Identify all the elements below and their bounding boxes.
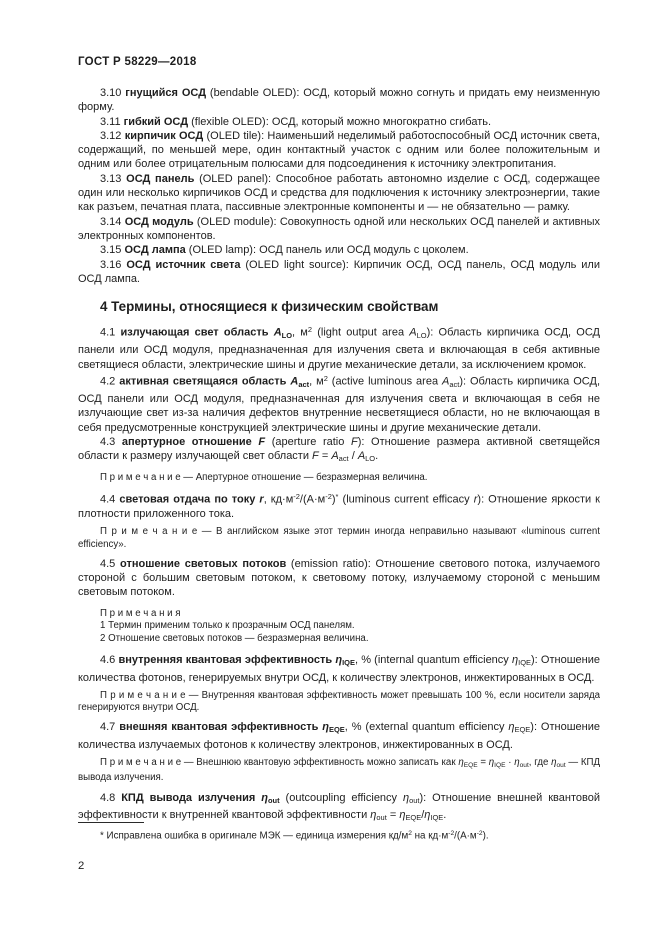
term-3-10: 3.10 гнущийся ОСД (bendable OLED): ОСД, который можно согнуть и придать ему неизменную форму. [78, 87, 600, 114]
note-4-6: П р и м е ч а н и е — Внутренняя квантовая эффективность может превышать 100 %, если носители заряда генерируются внутри ОСД. [78, 689, 600, 714]
term-3-16: 3.16 ОСД источник света (OLED light source): Кирпичик ОСД, ОСД панель, ОСД модуль или ОСД лампа. [78, 258, 600, 285]
term-3-12: 3.12 кирпичик ОСД (OLED tile): Наименьший неделимый работоспособный ОСД источник света, содержащий, по меньшей мере, один контактный участок с одним или более положительным и одним или более отрицательным полюсами для подсоединения к источнику электропитания. [78, 129, 600, 171]
term-4-8: 4.8 КПД вывода излучения $\eta_{out}$ (outcoupling efficiency $\eta_{out}$): Отношение внешней квантовой эффективности к внутренней квантовой эффективности $\eta_{out} = \eta_{EQE}/\eta_{IQE}$. [78, 791, 600, 823]
term-4-5: 4.5 отношение световых потоков (emission ratio): Отношение светового потока, излучаемого стороной с большим световым потоком, к световому потоку, излучаемому стороной с меньшим световым потоком. [78, 557, 600, 599]
note-4-7: П р и м е ч а н и е — Внешнюю квантовую эффективность можно записать как $\eta_{EQE} = \eta_{IQE} \cdot \eta_{out}$, где $\eta_{out}$ — КПД вывода излучения. [78, 757, 600, 784]
term-3-11: 3.11 гибкий ОСД (flexible OLED): ОСД, который можно многократно сгибать. [100, 115, 492, 128]
term-3-14: 3.14 ОСД модуль (OLED module): Совокупность одной или нескольких ОСД панелей и активных электронных компонентов. [78, 215, 600, 242]
term-3-15: 3.15 ОСД лампа (OLED lamp): ОСД панель или ОСД модуль с цоколем. [100, 244, 469, 257]
footnote-area [78, 822, 600, 843]
standard-designation-header: ГОСТ Р 58229—2018 [78, 56, 197, 68]
footnote-rule [78, 822, 144, 823]
footnote-text: * Исправлена ошибка в оригинале МЭК — единица измерения $кд/м^2$ на $кд\cdot м^{-2}/(А\cdot м^{-2})$. [100, 830, 489, 842]
term-4-4: 4.4 световая отдача по току r, $кд\cdot м^{-2}/(А\cdot м^{-2})^*$ (luminous current efficacy r): Отношение яркости к плотности приложенного тока. [78, 491, 600, 520]
note-4-4: П р и м е ч а н и е — В английском языке этот термин иногда неправильно называют «luminous current efficiency». [78, 526, 600, 550]
document-body [78, 86, 600, 824]
section-4-heading: 4 Термины, относящиеся к физическим свойствам [100, 299, 439, 315]
term-4-2: 4.2 активная светящаяся область $A_{act}$, $м^2$ (active luminous area $A_{act}$): Область кирпичика ОСД, ОСД панели или ОСД модуля, предназначенная для излучения света и включающая в себя не излучающие свет из-за наличия дефектов внутренние несветящиеся области, но не включающая в себя предусмотренные конструкцией электрические шины и другие механические детали. [78, 373, 600, 434]
notes-4-5-title: П р и м е ч а н и я [100, 607, 181, 619]
term-3-13: 3.13 ОСД панель (OLED panel): Способное работать автономно изделие с ОСД, содержащее один или несколько кирпичиков ОСД и средства для подключения к источнику электроэнергии, такие как разъем, печатная плата, пассивные электронные компоненты и — не обязательно — рамку. [78, 172, 600, 214]
notes-4-5-item-1: 1 Термин применим только к прозрачным ОСД панелям. [100, 619, 355, 631]
notes-4-5-item-2: 2 Отношение световых потоков — безразмерная величина. [100, 632, 369, 644]
note-4-3: П р и м е ч а н и е — Апертурное отношение — безразмерная величина. [100, 471, 428, 483]
term-4-3: 4.3 апертурное отношение F (aperture ratio F): Отношение размера активной светящейся области к размеру излучающей свет области $F = A_{act} / A_{LO}$. [78, 435, 600, 464]
term-4-1: 4.1 излучающая свет область $A_{LO}$, $м^2$ (light output area $A_{LO}$): Область кирпичика ОСД, ОСД панели или ОСД модуля, предназначенная для излучения света и включающая в себя активные светящиеся области, электрические шины и другие механические детали, за исключением кромок. [78, 325, 600, 371]
term-4-6: 4.6 внутренняя квантовая эффективность $\eta_{IQE}$, % (internal quantum efficiency $\eta_{IQE}$): Отношение количества фотонов, генерируемых внутри ОСД, к количеству электронов, инжектированных в ОСД. [78, 654, 600, 684]
page-number: 2 [78, 860, 85, 872]
term-4-7: 4.7 внешняя квантовая эффективность $\eta_{EQE}$, % (external quantum efficiency $\eta_{EQE}$): Отношение количества излучаемых фотонов к количеству электронов, инжектированных в ОСД. [78, 721, 600, 751]
